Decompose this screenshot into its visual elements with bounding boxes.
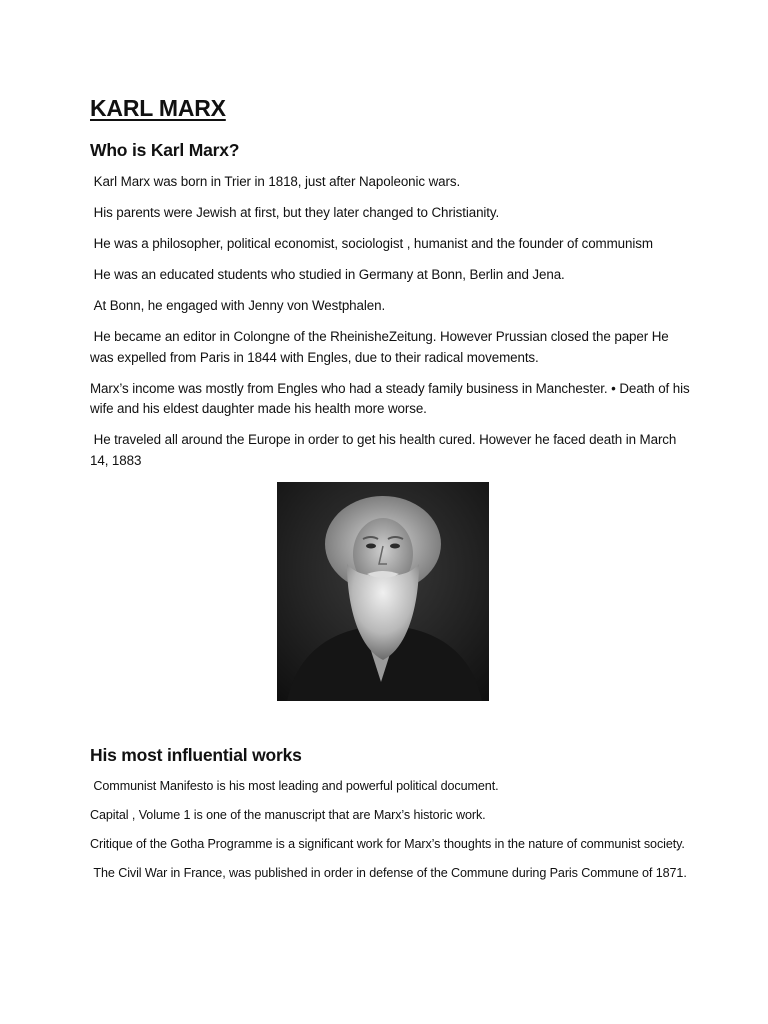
bio-paragraph: Karl Marx was born in Trier in 1818, just after Napoleonic wars.	[90, 174, 461, 189]
work-paragraph: Capital , Volume 1 is one of the manuscript that are Marx’s historic work.	[90, 807, 486, 822]
bio-paragraph: His parents were Jewish at first, but they later changed to Christianity.	[90, 205, 500, 220]
bio-paragraph: He was an educated students who studied in Germany at Bonn, Berlin and Jena.	[90, 267, 565, 282]
bio-paragraph: He traveled all around the Europe in order to get his health cured. However he faced death in March 14, 1883	[90, 432, 680, 468]
portrait-image	[277, 482, 489, 701]
section-heading-works: His most influential works	[90, 744, 302, 765]
biography-paragraphs	[90, 172, 694, 471]
section-heading-who: Who is Karl Marx?	[90, 140, 240, 160]
portrait-photo	[277, 482, 489, 701]
bio-paragraph: Marx’s income was mostly from Engles who had a steady family business in Manchester. • Death of his wife and his eldest daughter made his health more worse.	[90, 380, 694, 416]
work-paragraph: Critique of the Gotha Programme is a significant work for Marx’s thoughts in the nature of communist society.	[90, 836, 685, 851]
document-title: KARL MARX	[90, 95, 226, 121]
work-paragraph: The Civil War in France, was published in order in defense of the Commune during Paris Commune of 1871.	[90, 865, 687, 880]
bio-paragraph: He became an editor in Colongne of the RheinisheZeitung. However Prussian closed the paper He was expelled from Paris in 1844 with Engles, due to their radical movements.	[90, 329, 673, 365]
bio-paragraph: He was a philosopher, political economist, sociologist , humanist and the founder of communism	[90, 236, 653, 251]
bio-paragraph: At Bonn, he engaged with Jenny von Westphalen.	[90, 298, 386, 313]
works-paragraphs	[90, 777, 690, 883]
document-page	[90, 92, 694, 893]
work-paragraph: Communist Manifesto is his most leading and powerful political document.	[90, 778, 499, 793]
